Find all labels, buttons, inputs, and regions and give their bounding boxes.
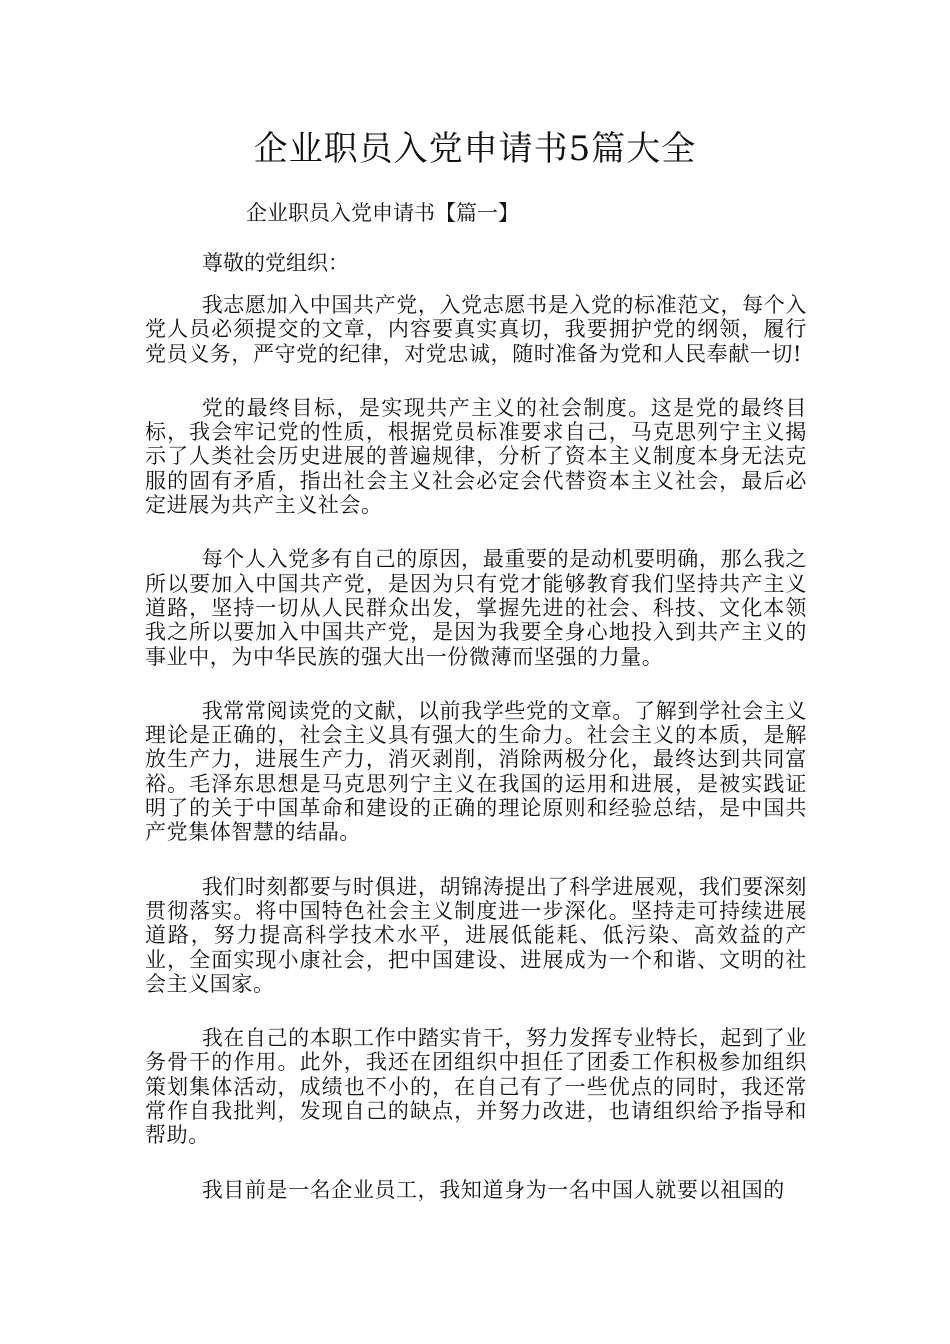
paragraph-2: 党的最终目标，是实现共产主义的社会制度。这是党的最终目标，我会牢记党的性质，根据党员标准要求自己，马克思列宁主义揭示了人类社会历史进展的普遍规律，分析了资本主义制度本身无法克服的固有矛盾，指出社会主义社会必定会代替资本主义社会，最后必定进展为共产主义社会。: [145, 395, 807, 518]
document-title: 企业职员入党申请书5篇大全: [253, 129, 697, 169]
paragraph-1: 我志愿加入中国共产党，入党志愿书是入党的标准范文，每个入党人员必须提交的文章，内容要真实真切，我要拥护党的纲领，履行党员义务，严守党的纪律，对党忠诚，随时准备为党和人民奉献一切!: [145, 293, 807, 366]
letter-body: [145, 293, 807, 1232]
paragraph-6: 我在自己的本职工作中踏实肯干，努力发挥专业特长，起到了业务骨干的作用。此外，我还在团组织中担任了团委工作积极参加组织策划集体活动，成绩也不小的，在自己有了一些优点的同时，我还常常作自我批判，发现自己的缺点，并努力改进，也请组织给予指导和帮助。: [145, 1026, 807, 1148]
paragraph-7: 我目前是一名企业员工，我知道身为一名中国人就要以祖国的: [201, 1177, 785, 1202]
paragraph-3: 每个人入党多有自己的原因，最重要的是动机要明确，那么我之所以要加入中国共产党，是因为只有党才能够教育我们坚持共产主义道路，坚持一切从人民群众出发，掌握先进的社会、科技、文化本领我之所以要加入中国共产党，是因为我要全身心地投入到共产主义的事业中，为中华民族的强大出一份微薄而坚强的力量。: [145, 547, 807, 669]
paragraph-4: 我常常阅读党的文献，以前我学些党的文章。了解到学社会主义理论是正确的，社会主义具有强大的生命力。社会主义的本质，是解放生产力，进展生产力，消灭剥削，消除两极分化，最终达到共同富裕。毛泽东思想是马克思列宁主义在我国的运用和进展，是被实践证明了的关于中国革命和建设的正确的理论原则和经验总结，是中国共产党集体智慧的结晶。: [145, 698, 807, 845]
paragraph-5: 我们时刻都要与时俱进，胡锦涛提出了科学进展观，我们要深刻贯彻落实。将中国特色社会主义制度进一步深化。坚持走可持续进展道路，努力提高科学技术水平，进展低能耗、低污染、高效益的产业，全面实现小康社会，把中国建设、进展成为一个和谐、文明的社会主义国家。: [145, 874, 807, 996]
section-heading: 企业职员入党申请书【篇一】: [246, 201, 519, 225]
salutation: 尊敬的党组织：: [202, 251, 349, 275]
